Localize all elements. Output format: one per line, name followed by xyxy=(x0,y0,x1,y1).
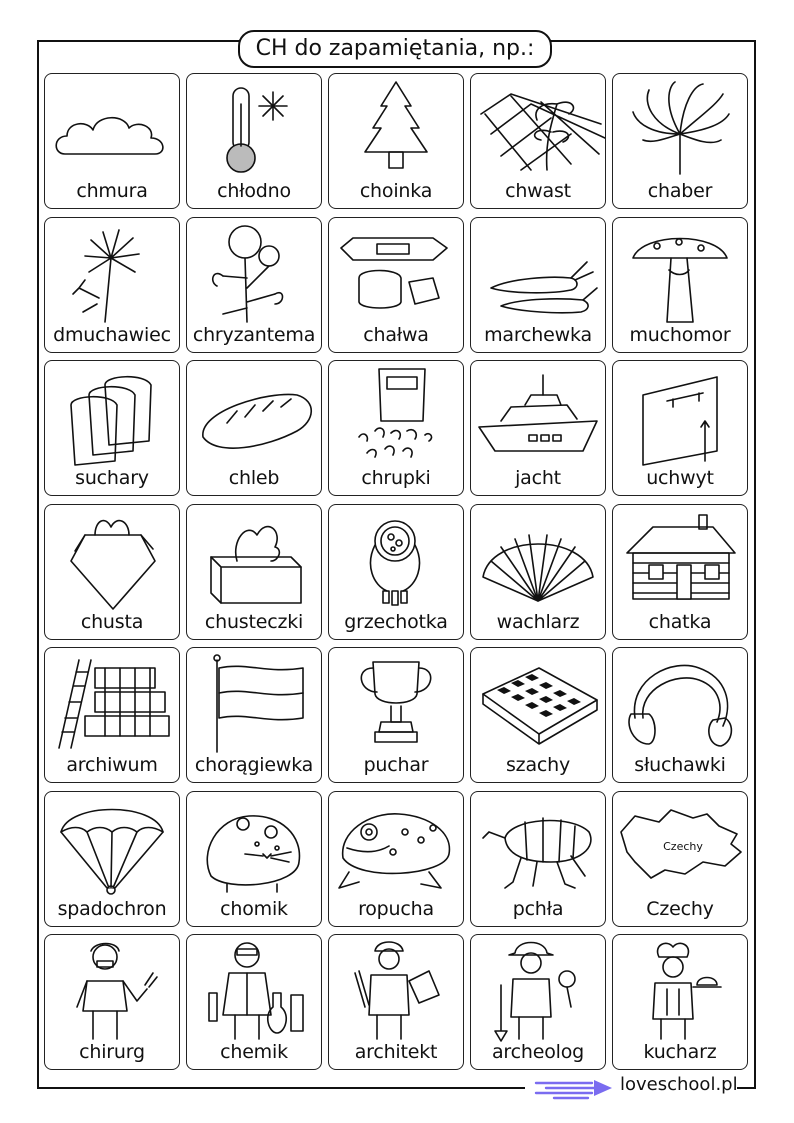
picture-card-ropucha xyxy=(328,791,464,927)
picture-card-szachy xyxy=(470,647,606,783)
dandelion-icon xyxy=(45,218,179,326)
cornflower-icon xyxy=(613,74,747,182)
picture-card-chmura xyxy=(44,73,180,209)
picture-card-słuchawki xyxy=(612,647,748,783)
rusks-icon xyxy=(45,361,179,469)
picture-label: chemik xyxy=(220,1041,288,1063)
thermometer-icon xyxy=(187,74,321,182)
picture-label: chorągiewka xyxy=(194,754,314,776)
picture-label: chrupki xyxy=(361,467,431,489)
picture-grid xyxy=(44,73,750,1073)
cook-icon xyxy=(613,935,747,1043)
picture-label: chmura xyxy=(76,180,148,202)
frame-bottom-border xyxy=(37,1087,525,1089)
handle-icon xyxy=(613,361,747,469)
picture-label: choinka xyxy=(359,180,433,202)
picture-label: chusteczki xyxy=(204,610,304,633)
picture-label: grzechotka xyxy=(344,610,448,633)
picture-card-chirurg xyxy=(44,934,180,1070)
picture-label: architekt xyxy=(354,1041,438,1063)
picture-label: chaber xyxy=(647,180,713,202)
rattle-icon xyxy=(329,505,463,613)
headphones-icon xyxy=(613,648,747,756)
picture-card-archiwum xyxy=(44,647,180,783)
picture-card-dmuchawiec xyxy=(44,217,180,353)
picture-card-grzechotka xyxy=(328,504,464,640)
cloud-icon xyxy=(45,74,179,182)
picture-card-chatka xyxy=(612,504,748,640)
picture-label: kucharz xyxy=(643,1041,717,1063)
halva-icon xyxy=(329,218,463,326)
frame-bottom-border-end xyxy=(737,1087,756,1089)
picture-card-choinka xyxy=(328,73,464,209)
picture-label: spadochron xyxy=(57,897,167,920)
parachute-icon xyxy=(45,792,179,900)
picture-card-pchła xyxy=(470,791,606,927)
picture-label: pchła xyxy=(512,897,564,920)
picture-card-chłodno xyxy=(186,73,322,209)
picture-label: ropucha xyxy=(358,897,434,920)
chemist-icon xyxy=(187,935,321,1043)
picture-label: chleb xyxy=(228,467,280,489)
christmas-tree-icon xyxy=(329,74,463,182)
picture-card-wachlarz xyxy=(470,504,606,640)
chrysanthemum-icon xyxy=(187,218,321,326)
picture-card-muchomor xyxy=(612,217,748,353)
picture-card-chusta xyxy=(44,504,180,640)
picture-card-chryzantema xyxy=(186,217,322,353)
picture-label: suchary xyxy=(75,467,149,489)
picture-card-chusteczki xyxy=(186,504,322,640)
picture-card-jacht xyxy=(470,360,606,496)
scarf-icon xyxy=(45,505,179,613)
picture-label: chwast xyxy=(505,180,571,202)
bread-icon xyxy=(187,361,321,469)
picture-label: szachy xyxy=(505,754,571,776)
czech-map-icon xyxy=(613,792,747,900)
picture-card-chorągiewka xyxy=(186,647,322,783)
picture-card-spadochron xyxy=(44,791,180,927)
picture-label: chomik xyxy=(220,897,288,920)
picture-label: chusta xyxy=(80,610,144,633)
picture-card-chomik xyxy=(186,791,322,927)
page-title: CH do zapamiętania, np.: xyxy=(238,30,552,68)
picture-card-kucharz xyxy=(612,934,748,1070)
picture-label: marchewka xyxy=(484,323,592,346)
trophy-icon xyxy=(329,648,463,756)
picture-card-czechy xyxy=(612,791,748,927)
archive-icon xyxy=(45,648,179,756)
hamster-icon xyxy=(187,792,321,900)
picture-label: chryzantema xyxy=(192,323,316,346)
picture-label: wachlarz xyxy=(496,610,580,633)
weed-icon xyxy=(471,74,605,182)
carrot-icon xyxy=(471,218,605,326)
picture-card-marchewka xyxy=(470,217,606,353)
picture-label: jacht xyxy=(515,467,561,489)
picture-label: Czechy xyxy=(646,897,714,920)
picture-card-uchwyt xyxy=(612,360,748,496)
picture-label: chirurg xyxy=(79,1041,145,1063)
picture-label: słuchawki xyxy=(634,754,726,776)
archaeologist-icon xyxy=(471,935,605,1043)
credit-text: loveschool.pl xyxy=(620,1074,738,1095)
tissues-icon xyxy=(187,505,321,613)
picture-card-chałwa xyxy=(328,217,464,353)
map-label: Czechy xyxy=(663,839,703,853)
picture-label: uchwyt xyxy=(646,467,714,489)
picture-card-architekt xyxy=(328,934,464,1070)
picture-card-chrupki xyxy=(328,360,464,496)
yacht-icon xyxy=(471,361,605,469)
flea-icon xyxy=(471,792,605,900)
picture-card-chemik xyxy=(186,934,322,1070)
picture-card-chwast xyxy=(470,73,606,209)
architect-icon xyxy=(329,935,463,1043)
toadstool-icon xyxy=(613,218,747,326)
flag-icon xyxy=(187,648,321,756)
cottage-icon xyxy=(613,505,747,613)
picture-label: puchar xyxy=(363,754,429,776)
picture-card-puchar xyxy=(328,647,464,783)
picture-label: chatka xyxy=(648,610,712,633)
picture-label: dmuchawiec xyxy=(53,323,171,346)
picture-card-chaber xyxy=(612,73,748,209)
picture-label: chłodno xyxy=(217,180,291,202)
picture-label: chałwa xyxy=(363,323,429,346)
picture-card-suchary xyxy=(44,360,180,496)
surgeon-icon xyxy=(45,935,179,1043)
toad-icon xyxy=(329,792,463,900)
picture-card-chleb xyxy=(186,360,322,496)
picture-label: archeolog xyxy=(491,1041,584,1063)
chessboard-icon xyxy=(471,648,605,756)
picture-label: archiwum xyxy=(66,754,158,776)
fan-icon xyxy=(471,505,605,613)
picture-card-archeolog xyxy=(470,934,606,1070)
picture-label: muchomor xyxy=(629,323,731,346)
corn-snacks-icon xyxy=(329,361,463,469)
